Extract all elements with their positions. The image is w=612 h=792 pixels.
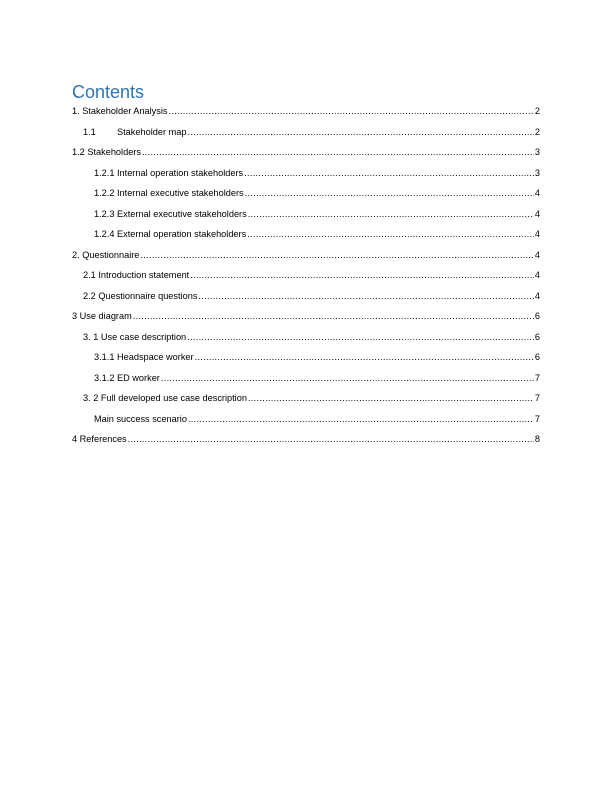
toc-dot-leader xyxy=(198,289,533,303)
toc-entry[interactable] xyxy=(72,186,540,207)
toc-entry-label xyxy=(72,104,168,118)
toc-dot-leader xyxy=(188,412,534,426)
toc-entry-label xyxy=(83,330,186,344)
toc-entry-text: 4 References xyxy=(72,434,127,444)
toc-entry[interactable] xyxy=(72,145,540,166)
toc-entry-text: 1.2.1 Internal operation stakeholders xyxy=(94,167,244,178)
toc-entry-text: 2.1 Introduction statement xyxy=(83,270,190,280)
toc-entry-text: 3. 2 Full developed use case description xyxy=(83,393,247,403)
toc-page-number: 3 xyxy=(534,147,540,157)
toc-entry[interactable] xyxy=(72,412,540,433)
toc-entry-label xyxy=(94,186,244,200)
toc-dot-leader xyxy=(142,145,534,159)
toc-page-number: 7 xyxy=(534,393,540,403)
toc-dot-leader xyxy=(161,371,534,385)
toc-entry-label xyxy=(94,371,160,385)
toc-entry-text: 2.2 Questionnaire questions xyxy=(83,290,198,301)
toc-dot-leader xyxy=(187,125,533,139)
toc-entry[interactable] xyxy=(72,125,540,146)
toc-dot-leader xyxy=(190,268,534,282)
toc-entry-text: Stakeholder map xyxy=(117,126,187,137)
toc-entry[interactable] xyxy=(72,207,540,228)
toc-entry[interactable] xyxy=(72,248,540,269)
toc-entry[interactable] xyxy=(72,330,540,351)
toc-dot-leader xyxy=(248,207,534,221)
toc-entry-text: 1.2 Stakeholders xyxy=(72,147,141,157)
toc-page-number: 4 xyxy=(534,270,540,280)
toc-entry[interactable] xyxy=(72,268,540,289)
toc-entry[interactable] xyxy=(72,289,540,310)
toc-entry[interactable] xyxy=(72,371,540,392)
toc-entry-label xyxy=(83,289,197,303)
toc-dot-leader xyxy=(248,391,534,405)
toc-page-number: 7 xyxy=(534,372,540,383)
toc-entry[interactable] xyxy=(72,350,540,371)
toc-entry-label xyxy=(83,268,189,282)
toc-entry-text: Main success scenario xyxy=(94,413,187,424)
toc-entry-number: 1.1 xyxy=(83,126,96,137)
toc-entry[interactable] xyxy=(72,166,540,187)
toc-entry[interactable] xyxy=(72,104,540,125)
toc-entry-label xyxy=(72,248,139,262)
toc-entry-text: 1. Stakeholder Analysis xyxy=(72,106,168,116)
toc-entry-text: 1.2.3 External executive stakeholders xyxy=(94,208,247,219)
toc-page-number: 4 xyxy=(534,249,540,260)
toc-entry-text: 3. 1 Use case description xyxy=(83,331,187,342)
toc-entry-label xyxy=(83,391,247,405)
toc-page-number: 8 xyxy=(534,434,540,444)
toc-dot-leader xyxy=(187,330,534,344)
toc-entry-label xyxy=(94,412,187,426)
toc-page-number: 4 xyxy=(534,208,540,219)
toc-entry-label xyxy=(94,350,194,364)
toc-entry-label xyxy=(83,125,186,139)
toc-page-number: 6 xyxy=(534,331,540,342)
toc-page-number: 4 xyxy=(534,188,540,198)
toc-page-number: 7 xyxy=(534,413,540,424)
toc-entry[interactable] xyxy=(72,432,540,453)
toc-dot-leader xyxy=(247,227,534,241)
table-of-contents xyxy=(72,104,540,453)
toc-page-number: 4 xyxy=(534,229,540,239)
toc-entry[interactable] xyxy=(72,391,540,412)
toc-page-number: 3 xyxy=(534,167,540,178)
toc-entry-text: 3.1.2 ED worker xyxy=(94,372,160,383)
toc-dot-leader xyxy=(140,248,533,262)
toc-entry-text: 1.2.2 Internal executive stakeholders xyxy=(94,188,244,198)
toc-entry-text: 3 Use diagram xyxy=(72,311,132,321)
toc-page-number: 6 xyxy=(534,352,540,362)
toc-dot-leader xyxy=(195,350,534,364)
toc-entry-text: 3.1.1 Headspace worker xyxy=(94,352,194,362)
toc-page-number: 6 xyxy=(534,311,540,321)
toc-entry-label xyxy=(94,227,246,241)
toc-heading: Contents xyxy=(72,82,145,102)
toc-dot-leader xyxy=(244,166,534,180)
toc-page-number: 2 xyxy=(534,106,540,116)
toc-page-number: 2 xyxy=(534,126,540,137)
toc-entry-text: 2. Questionnaire xyxy=(72,249,140,260)
toc-entry-label xyxy=(94,166,243,180)
toc-entry-label xyxy=(72,145,141,159)
toc-entry[interactable] xyxy=(72,309,540,330)
toc-entry-text: 1.2.4 External operation stakeholders xyxy=(94,229,247,239)
toc-page-number: 4 xyxy=(534,290,540,301)
toc-entry-label xyxy=(72,432,127,446)
toc-dot-leader xyxy=(133,309,534,323)
toc-dot-leader xyxy=(128,432,534,446)
toc-dot-leader xyxy=(169,104,534,118)
toc-entry[interactable] xyxy=(72,227,540,248)
toc-dot-leader xyxy=(245,186,534,200)
toc-entry-label xyxy=(72,309,132,323)
toc-entry-label xyxy=(94,207,247,221)
